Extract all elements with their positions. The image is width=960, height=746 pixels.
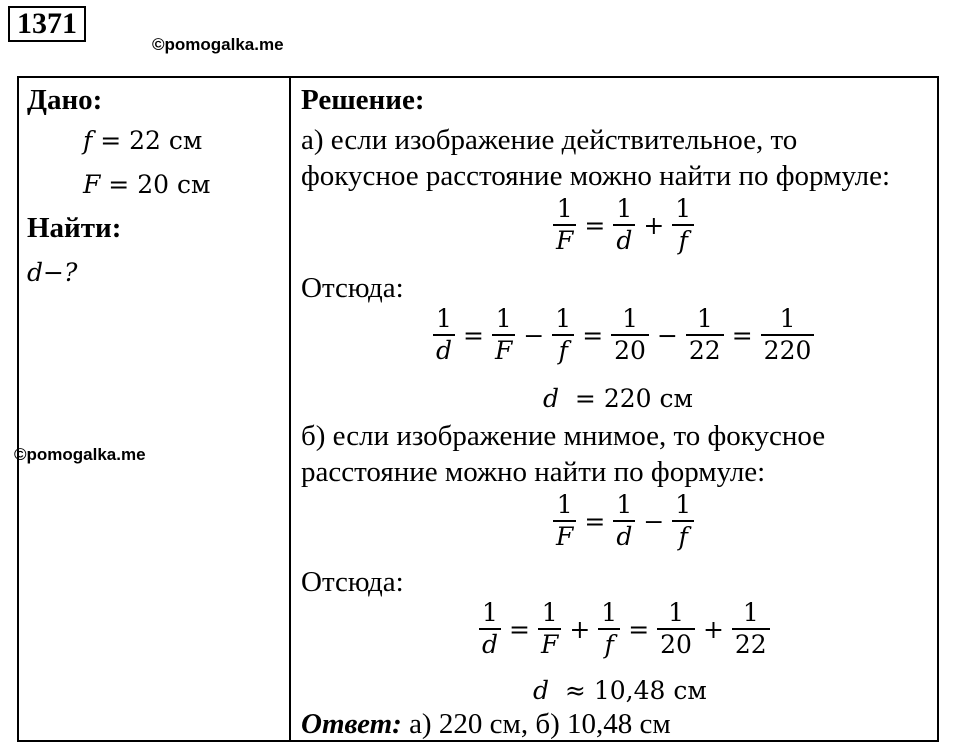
hence-a: Отсюда:	[301, 272, 404, 304]
given-F: F = 20 см	[83, 170, 211, 199]
hence-b: Отсюда:	[301, 566, 404, 598]
given-F-value: 20 см	[137, 170, 211, 199]
answer-text: а) 220 см, б) 10,48 см	[401, 708, 671, 740]
frac-1-F: $\frac{1}{F}$	[553, 194, 576, 256]
part-a-line1: а) если изображение действительное, то	[301, 124, 798, 156]
find-value: d−?	[27, 258, 78, 287]
watermark-middle: ©pomogalka.me	[14, 445, 146, 464]
answer-label: Ответ:	[301, 708, 402, 740]
part-b-line2: расстояние можно найти по формуле:	[301, 456, 766, 488]
find-title: Найти:	[27, 212, 122, 244]
frac-1-d: $\frac{1}{d}$	[613, 194, 635, 256]
problem-number: 1371	[8, 6, 86, 42]
given-f-value: 22 см	[129, 126, 203, 155]
lens-formula-real: $\frac{1}{F}$ = $\frac{1}{d}$ + $\frac{1}{f}$	[551, 194, 696, 256]
solution-title: Решение:	[301, 84, 425, 116]
derivation-real: $\frac{1}{d}$ = $\frac{1}{F}$ − $\frac{1}{f}$ = $\frac{1}{20}$ − $\frac{1}{22}$ = $\frac{1}{220}$	[431, 304, 816, 366]
part-a-line2: фокусное расстояние можно найти по формуле:	[301, 160, 891, 192]
part-b-line1: б) если изображение мнимое, то фокусное	[301, 420, 826, 452]
frac-1-f: $\frac{1}{f}$	[672, 194, 694, 256]
result-virtual-value: 10,48 см	[593, 676, 707, 705]
lens-formula-virtual: $\frac{1}{F}$ = $\frac{1}{d}$ − $\frac{1}{f}$	[551, 490, 696, 552]
column-divider	[289, 78, 291, 740]
given-title: Дано:	[27, 84, 103, 116]
watermark-top: ©pomogalka.me	[152, 35, 284, 54]
result-virtual: d ≈ 10,48 см	[533, 676, 707, 705]
given-f: f = 22 см	[83, 126, 203, 155]
derivation-virtual: $\frac{1}{d}$ = $\frac{1}{F}$ + $\frac{1}{f}$ = $\frac{1}{20}$ + $\frac{1}{22}$	[477, 598, 772, 660]
answer-line	[301, 708, 671, 740]
solution-table	[17, 76, 939, 742]
result-real: d = 220 см	[543, 384, 693, 413]
result-real-value: 220 см	[603, 384, 693, 413]
